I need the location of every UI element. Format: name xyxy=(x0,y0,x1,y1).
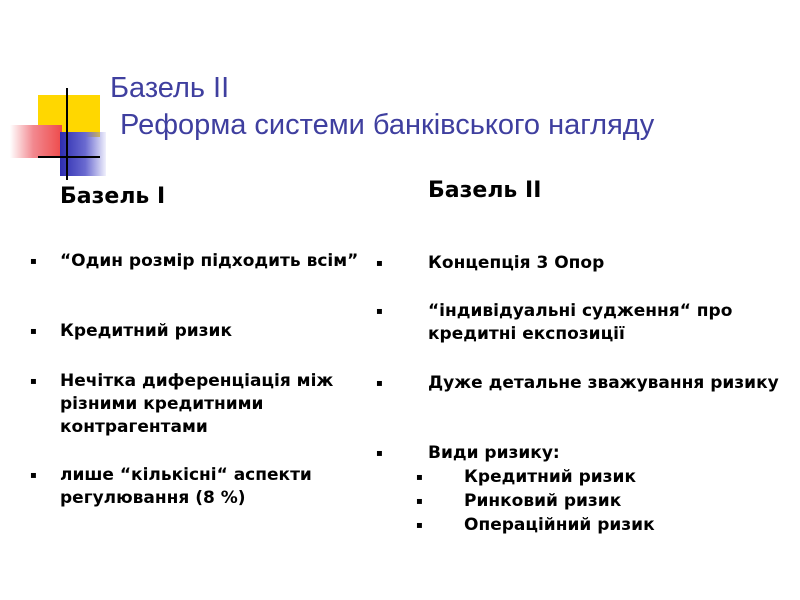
bullet-icon: ▪ xyxy=(416,520,423,531)
bullet-icon: ▪ xyxy=(416,472,423,483)
slide-title xyxy=(100,70,654,144)
risk-type-text: Кредитний ризик xyxy=(464,467,636,487)
slide-title-line1: Базель II xyxy=(110,72,230,104)
risk-type-text: Ринковий ризик xyxy=(464,491,622,511)
basel2-item-text: “індивідуальні судження“ про кредитні експозиції xyxy=(428,301,733,344)
risk-type-text: Операційний ризик xyxy=(464,515,655,535)
bullet-icon: ▪ xyxy=(376,378,383,389)
bullet-icon: ▪ xyxy=(416,496,423,507)
basel1-item-text: Кредитний ризик xyxy=(60,321,232,341)
bullet-icon: ▪ xyxy=(30,376,37,387)
basel2-item-text: Види ризику: xyxy=(428,443,560,463)
bullet-icon: ▪ xyxy=(376,306,383,317)
logo-horizontal-line xyxy=(38,156,100,158)
bullet-icon: ▪ xyxy=(30,470,37,481)
slide-title-line2: Реформа системи банківського нагляду xyxy=(120,109,655,141)
basel1-item-text: лише “кількісні“ аспекти регулювання (8 %) xyxy=(60,465,312,508)
basel1-item-text: Нечітка диференціація між різними кредитними контрагентами xyxy=(60,371,334,437)
bullet-icon: ▪ xyxy=(30,256,37,267)
basel2-item-text: Дуже детальне зважування ризику xyxy=(428,373,779,393)
basel1-heading: Базель I xyxy=(60,184,166,209)
basel1-item-text: “Один розмір підходить всім” xyxy=(60,251,359,271)
logo-vertical-line xyxy=(66,88,68,180)
basel2-heading: Базель II xyxy=(428,178,542,203)
basel2-item-text: Концепція 3 Опор xyxy=(428,253,605,273)
bullet-icon: ▪ xyxy=(30,326,37,337)
bullet-icon: ▪ xyxy=(376,448,383,459)
bullet-icon: ▪ xyxy=(376,258,383,269)
logo-red-square xyxy=(10,125,62,158)
